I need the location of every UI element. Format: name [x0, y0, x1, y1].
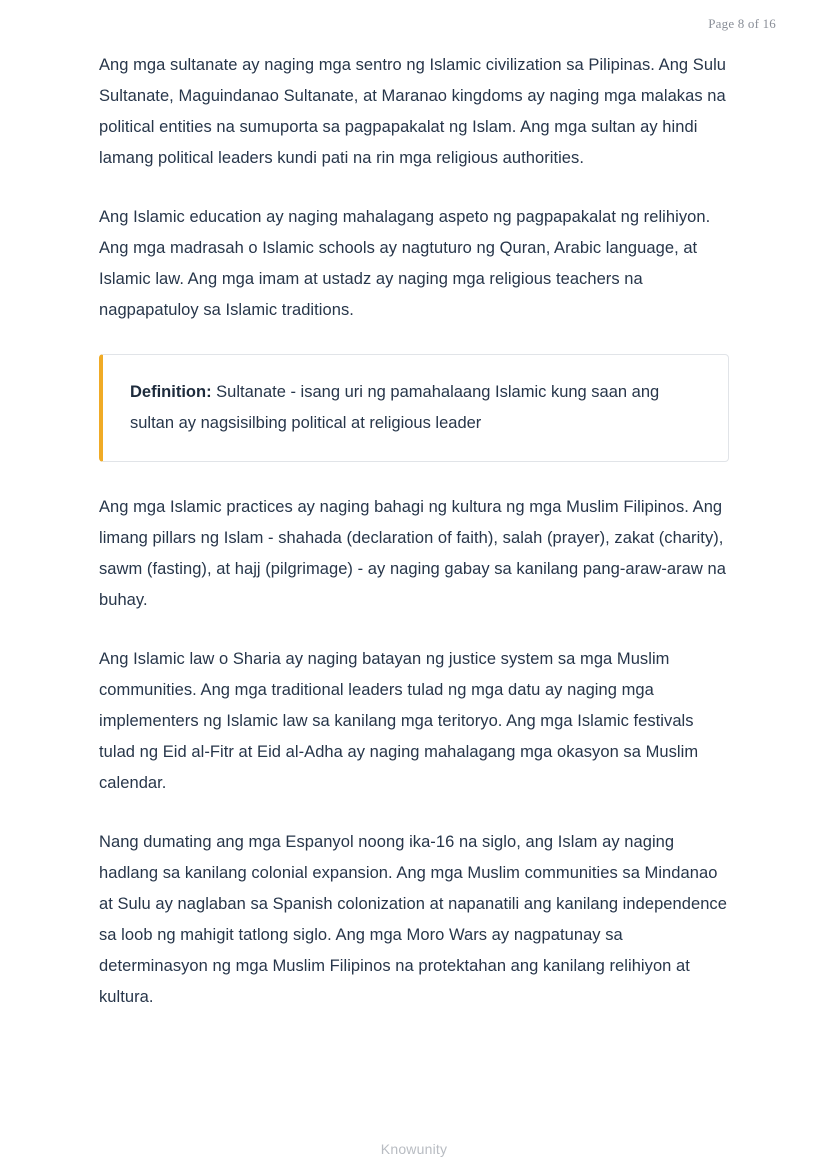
paragraph: Ang mga sultanate ay naging mga sentro ng Islamic civilization sa Pilipinas. Ang Sulu Sultanate, Maguindanao Sultanate, at Maranao kingdoms ay naging mga malakas na political entities na sumuporta sa pagpapakalat ng Islam. Ang mga sultan ay hindi lamang political leaders kundi pati na rin mga religious authorities. — [99, 56, 727, 167]
paragraph: Ang Islamic education ay naging mahalagang aspeto ng pagpapakalat ng relihiyon. Ang mga madrasah o Islamic schools ay nagtuturo ng Quran, Arabic language, at Islamic law. Ang mga imam at ustadz ay naging mga religious teachers na nagpapatuloy sa Islamic traditions. — [99, 208, 711, 319]
definition-callout — [99, 354, 729, 462]
paragraph: Nang dumating ang mga Espanyol noong ika-16 na siglo, ang Islam ay naging hadlang sa kanilang colonial expansion. Ang mga Muslim communities sa Mindanao at Sulu ay naglaban sa Spanish colonization at napanatili ang kanilang independence sa loob ng mahigit tatlong siglo. Ang mga Moro Wars ay nagpatunay sa determinasyon ng mga Muslim Filipinos na protektahan ang kanilang relihiyon at kultura. — [99, 833, 727, 1006]
callout-label: Definition: — [130, 383, 212, 401]
page-number-label: Page 8 of 16 — [708, 16, 776, 31]
watermark: Knowunity — [380, 1141, 448, 1157]
callout-body: Sultanate - isang uri ng pamahalaang Islamic kung saan ang sultan ay nagsisilbing political at religious leader — [130, 383, 660, 432]
paragraph: Ang mga Islamic practices ay naging bahagi ng kultura ng mga Muslim Filipinos. Ang limang pillars ng Islam - shahada (declaration of faith), salah (prayer), zakat (charity), sawm (fasting), at hajj (pilgrimage) - ay naging gabay sa kanilang pang-araw-araw na buhay. — [99, 498, 726, 609]
callout-text — [130, 377, 702, 439]
document-content — [99, 50, 729, 1013]
paragraph: Ang Islamic law o Sharia ay naging batayan ng justice system sa mga Muslim communities. Ang mga traditional leaders tulad ng mga datu ay naging mga implementers ng Islamic law sa kanilang mga teritoryo. Ang mga Islamic festivals tulad ng Eid al-Fitr at Eid al-Adha ay naging mahalagang mga okasyon sa Muslim calendar. — [99, 650, 699, 792]
